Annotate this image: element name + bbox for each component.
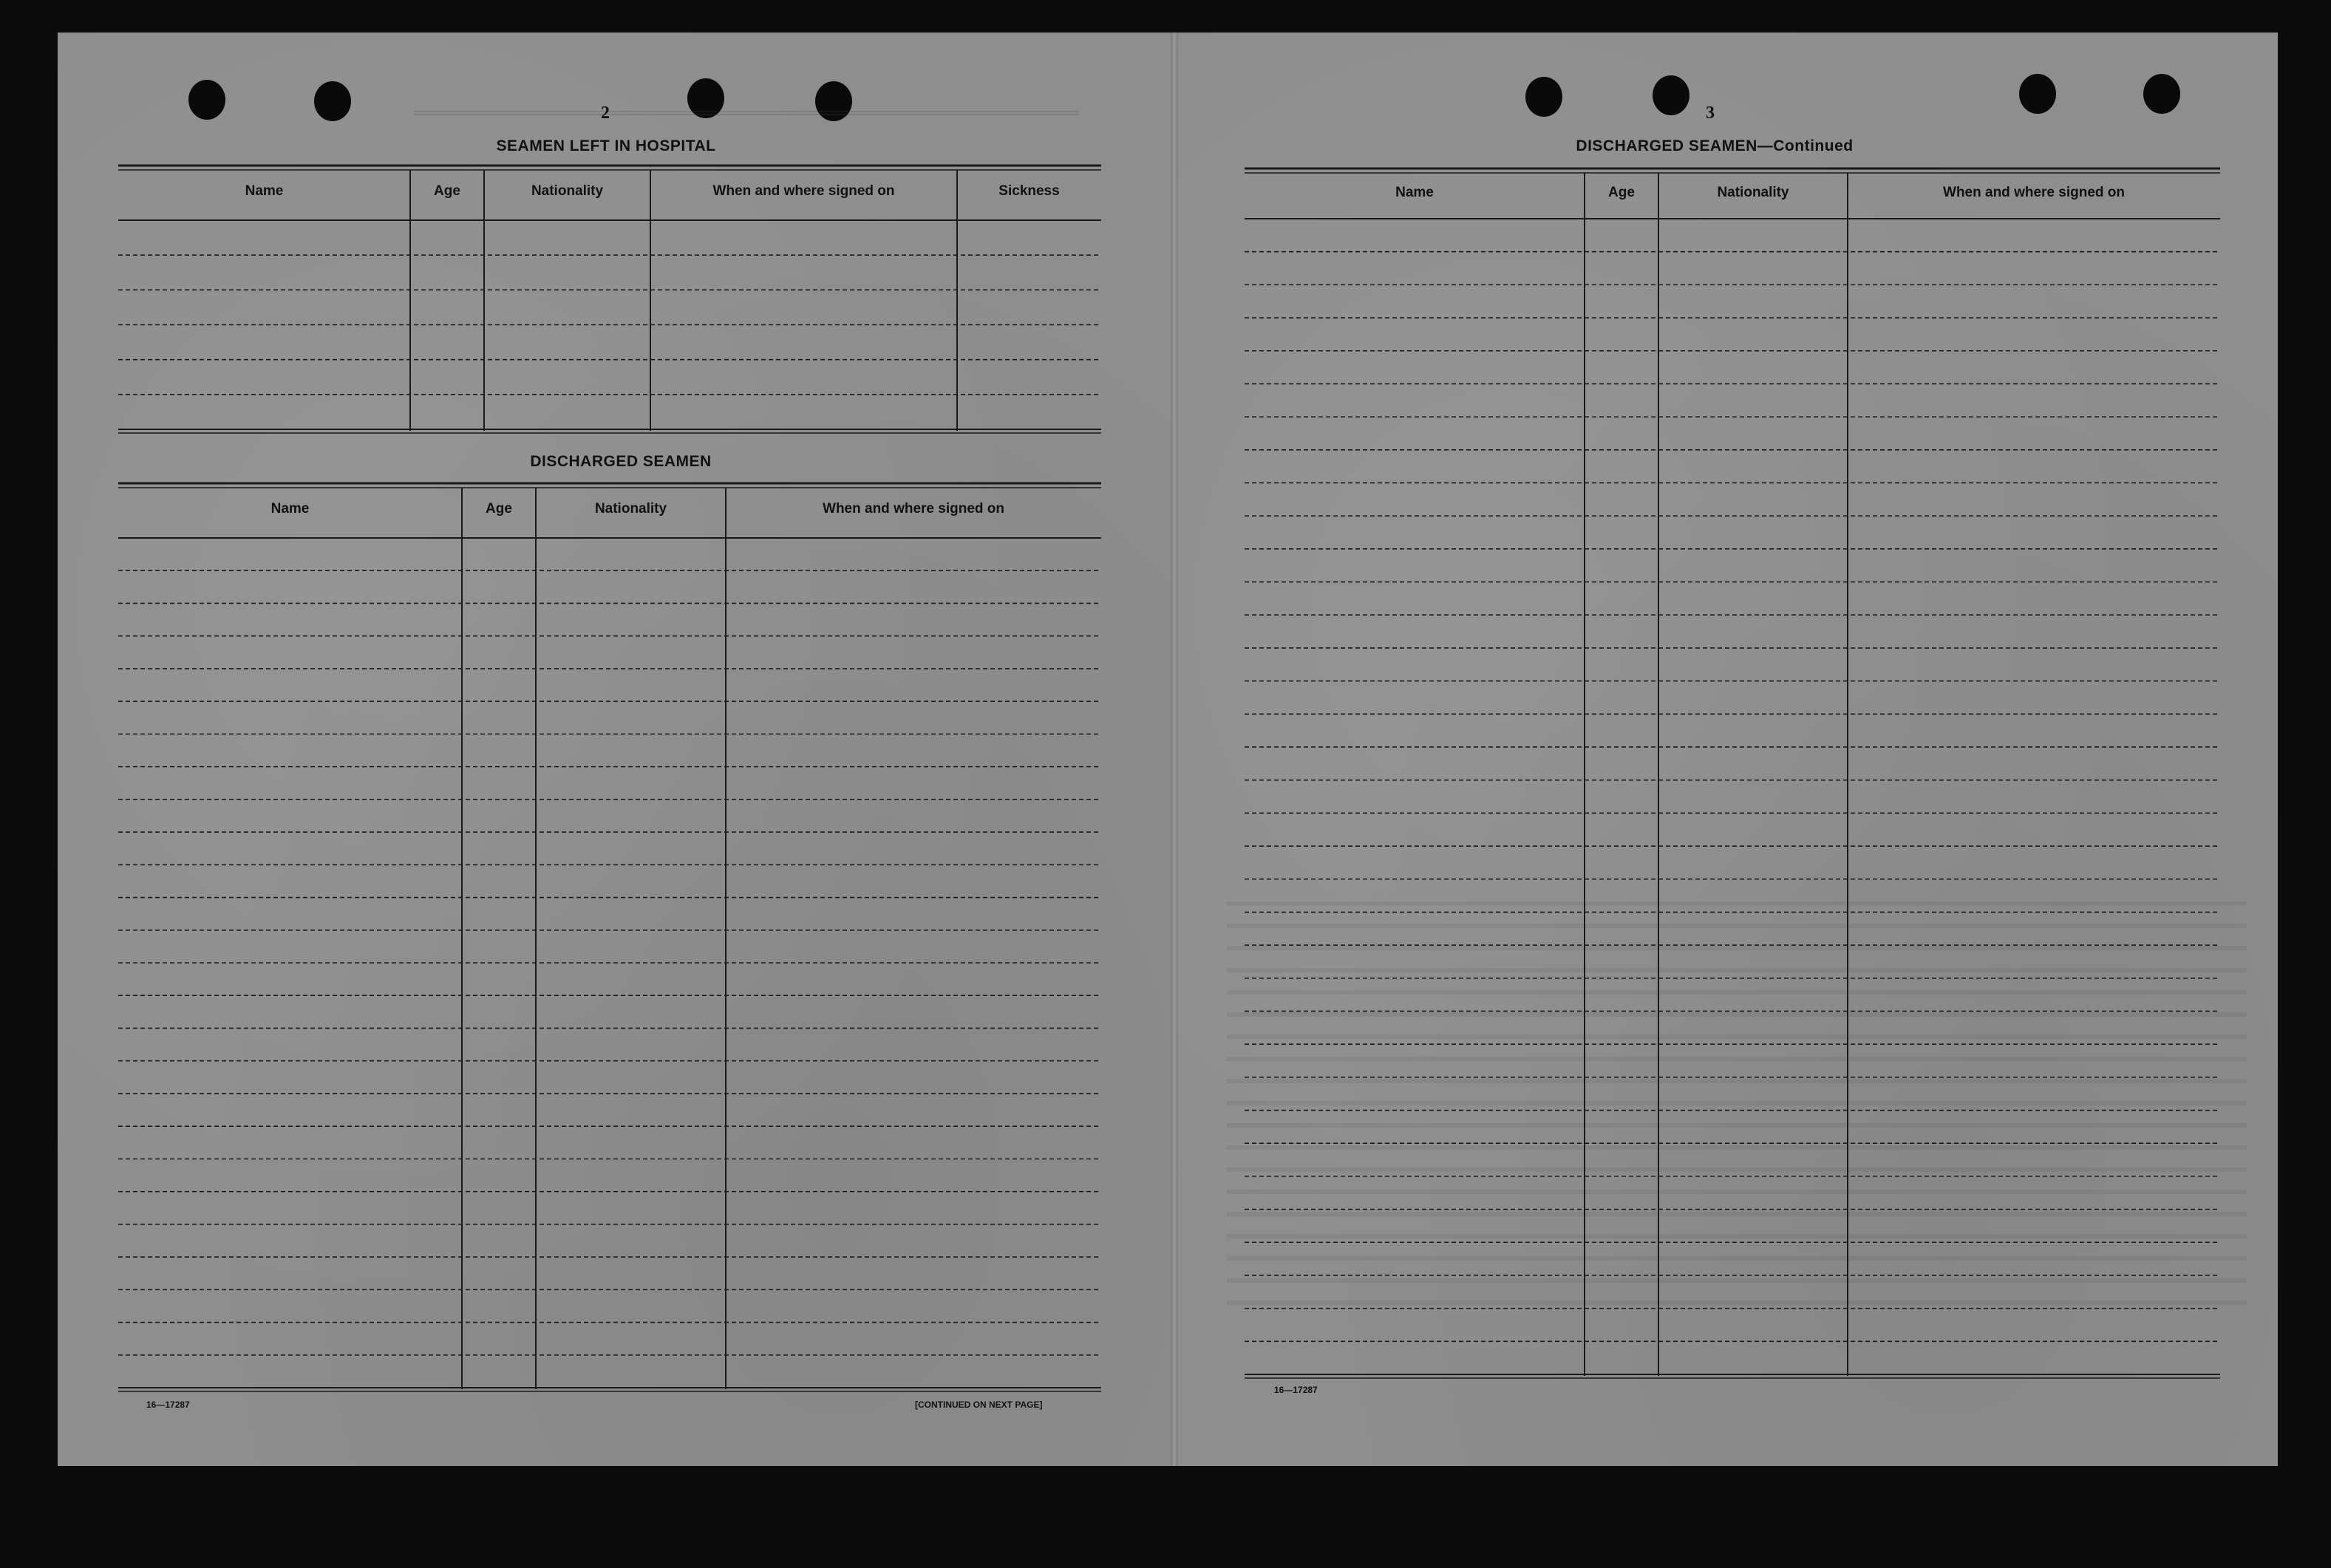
hospital-table bbox=[118, 164, 1101, 434]
discharged-section-title: DISCHARGED SEAMEN bbox=[530, 453, 712, 470]
page-spine bbox=[1171, 33, 1178, 1466]
column-header-sickness: Sickness bbox=[998, 183, 1060, 199]
show-through-decoration bbox=[414, 111, 1079, 137]
discharged-continued-title: DISCHARGED SEAMEN—Continued bbox=[1576, 137, 1854, 154]
column-header-nationality: Nationality bbox=[594, 501, 667, 517]
punch-hole bbox=[314, 81, 351, 121]
page-number: 3 bbox=[1706, 103, 1715, 123]
discharged-continued-table bbox=[1245, 167, 2220, 1379]
hospital-section-title: SEAMEN LEFT IN HOSPITAL bbox=[496, 137, 716, 154]
column-header-nationality: Nationality bbox=[531, 183, 604, 199]
column-header-name: Name bbox=[1395, 185, 1434, 200]
column-header-nationality: Nationality bbox=[1717, 185, 1789, 200]
discharged-table bbox=[118, 482, 1101, 1392]
column-header-name: Name bbox=[245, 183, 284, 199]
punch-hole bbox=[2143, 74, 2180, 114]
column-header-age: Age bbox=[1608, 185, 1635, 200]
form-number: 16—17287 bbox=[146, 1400, 190, 1410]
continued-note: [CONTINUED ON NEXT PAGE] bbox=[915, 1400, 1043, 1410]
column-header-age: Age bbox=[486, 501, 512, 517]
punch-hole bbox=[188, 80, 225, 120]
column-header-name: Name bbox=[270, 501, 310, 517]
column-header-when-and-where-signed-on: When and where signed on bbox=[712, 183, 895, 199]
column-header-age: Age bbox=[434, 183, 460, 199]
punch-hole bbox=[1653, 75, 1689, 115]
punch-hole bbox=[2019, 74, 2056, 114]
form-number: 16—17287 bbox=[1274, 1385, 1318, 1395]
punch-hole bbox=[1525, 77, 1562, 117]
column-header-when-and-where-signed-on: When and where signed on bbox=[1943, 185, 2125, 200]
column-header-when-and-where-signed-on: When and where signed on bbox=[823, 501, 1004, 517]
page-number: 2 bbox=[601, 103, 610, 123]
